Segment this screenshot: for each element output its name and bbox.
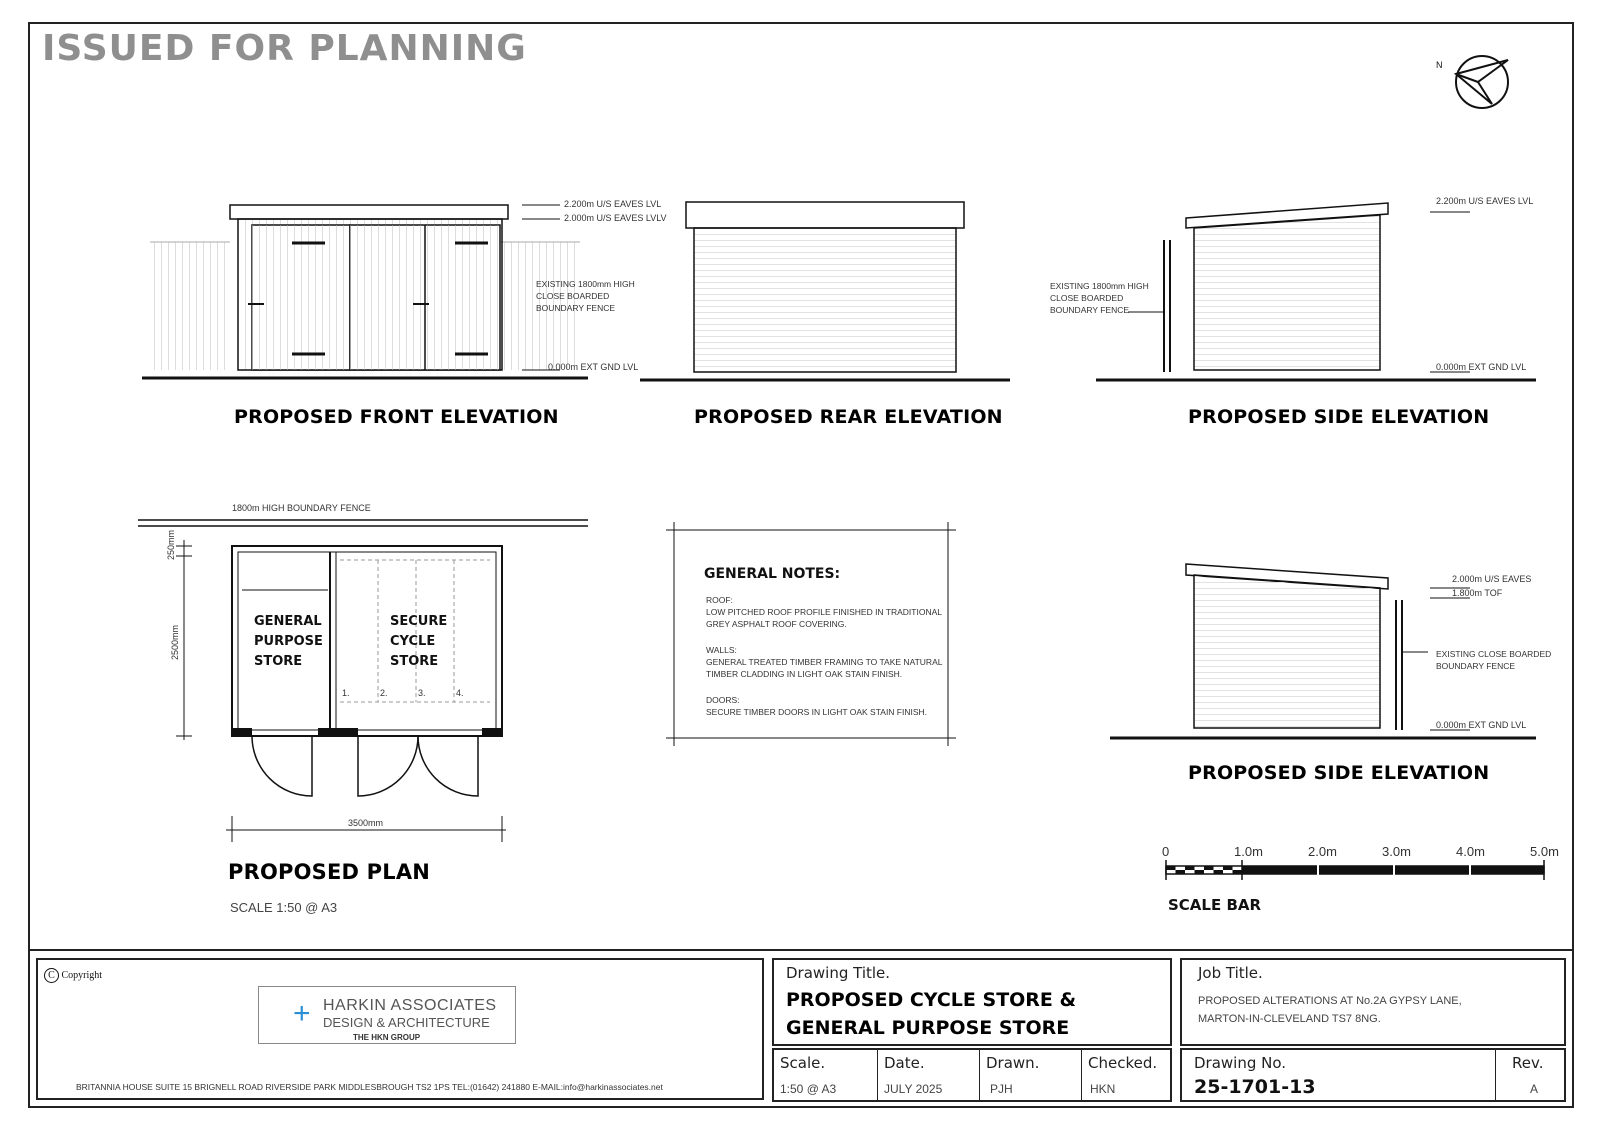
side2-level-mid: 1.800m TOF xyxy=(1452,588,1503,598)
bay-label: 2. xyxy=(380,688,388,698)
bay-label: 4. xyxy=(456,688,464,698)
front-fence-note: EXISTING 1800mm HIGH CLOSE BOARDED BOUNDARY FENCE xyxy=(536,279,635,313)
rev-label: Rev. xyxy=(1512,1054,1544,1072)
side1-level-top: 2.200m U/S EAVES LVL xyxy=(1436,196,1534,206)
drawing-title: PROPOSED CYCLE STORE & GENERAL PURPOSE STORE xyxy=(786,989,1077,1039)
date-value: JULY 2025 xyxy=(884,1082,943,1096)
job-title-cell xyxy=(1180,958,1566,1046)
side2-level-top: 2.000m U/S EAVES xyxy=(1452,574,1532,584)
company-block xyxy=(36,958,764,1100)
issued-for-planning-stamp: ISSUED FOR PLANNING xyxy=(42,28,527,69)
side1-level-bottom: 0.000m EXT GND LVL xyxy=(1436,362,1527,372)
front-level-top: 2.200m U/S EAVES LVL xyxy=(564,199,662,209)
general-notes-body: ROOF: LOW PITCHED ROOF PROFILE FINISHED IN TRADITIONAL GREY ASPHALT ROOF COVERING. WALLS: GENERAL TREATED TIMBER FRAMING TO TAKE NATURAL TIMBER CLADDING IN LIGHT OAK STAIN FINISH. DOORS: SECURE TIMBER DOORS IN LIGHT OAK STAIN FINISH. xyxy=(706,595,943,717)
copyright-notice: C Copyright xyxy=(44,968,102,983)
company-name: HARKIN ASSOCIATES xyxy=(323,997,497,1014)
rev-value: A xyxy=(1530,1082,1539,1096)
room-secure-cycle-store: SECURE CYCLE STORE xyxy=(390,614,448,669)
company-address: BRITANNIA HOUSE SUITE 15 BRIGNELL ROAD RIVERSIDE PARK MIDDLESBROUGH TS2 1PS TEL:(01642) 241880 E-MAIL:info@harkinassociates.net xyxy=(76,1082,663,1092)
plan-dim-3500: 3500mm xyxy=(348,818,384,828)
north-label: N xyxy=(1436,60,1443,70)
scale-tick-label: 0 xyxy=(1162,844,1170,859)
job-title-label: Job Title. xyxy=(1198,964,1263,982)
drawn-label: Drawn. xyxy=(986,1054,1040,1072)
plan-title: PROPOSED PLAN xyxy=(228,860,431,884)
checked-value: HKN xyxy=(1090,1082,1116,1096)
drawing-title-label: Drawing Title. xyxy=(786,964,891,982)
scale-bar-title: SCALE BAR xyxy=(1168,896,1262,914)
scale-cell xyxy=(774,1050,878,1102)
side-elevation-1 xyxy=(1096,203,1536,380)
bay-label: 1. xyxy=(342,688,350,698)
side2-fence-note: EXISTING CLOSE BOARDED BOUNDARY FENCE xyxy=(1436,649,1552,671)
bay-label: 3. xyxy=(418,688,426,698)
scale-tick-label: 1.0m xyxy=(1234,844,1263,859)
front-elevation xyxy=(142,205,588,378)
side-elevation-2-title: PROPOSED SIDE ELEVATION xyxy=(1188,762,1490,784)
scale-tick-label: 4.0m xyxy=(1456,844,1485,859)
company-logo xyxy=(258,986,516,1044)
scale-tick-label: 3.0m xyxy=(1382,844,1411,859)
scale-tick-label: 2.0m xyxy=(1308,844,1337,859)
side1-fence-note: EXISTING 1800mm HIGH CLOSE BOARDED BOUNDARY FENCE xyxy=(1050,281,1149,315)
scale-tick-label: 5.0m xyxy=(1530,844,1559,859)
drawn-value: PJH xyxy=(990,1082,1013,1096)
plus-logo-icon: + xyxy=(293,997,311,1030)
drawing-no-value: 25-1701-13 xyxy=(1194,1076,1316,1098)
front-level-mid: 2.000m U/S EAVES LVLV xyxy=(564,213,667,223)
drawn-cell xyxy=(980,1050,1082,1102)
plan-dim-2500: 2500mm xyxy=(170,624,180,660)
date-cell xyxy=(878,1050,980,1102)
company-subtitle: DESIGN & ARCHITECTURE xyxy=(323,1015,490,1030)
rear-elevation-title: PROPOSED REAR ELEVATION xyxy=(694,406,1003,428)
plan-scale: SCALE 1:50 @ A3 xyxy=(230,900,338,915)
scale-date-row xyxy=(772,1048,1172,1102)
scale-value: 1:50 @ A3 xyxy=(780,1082,837,1096)
plan-view xyxy=(138,520,588,842)
side-elevation-1-title: PROPOSED SIDE ELEVATION xyxy=(1188,406,1490,428)
general-notes-title: GENERAL NOTES: xyxy=(704,566,841,582)
copyright-icon: C xyxy=(44,968,59,983)
job-title: PROPOSED ALTERATIONS AT No.2A GYPSY LANE, MARTON-IN-CLEVELAND TS7 8NG. xyxy=(1198,995,1462,1025)
drawing-number-row xyxy=(1180,1048,1566,1102)
side2-level-bottom: 0.000m EXT GND LVL xyxy=(1436,720,1527,730)
date-label: Date. xyxy=(884,1054,925,1072)
drawing-no-cell xyxy=(1182,1050,1496,1102)
scale-label: Scale. xyxy=(780,1054,826,1072)
checked-cell xyxy=(1082,1050,1172,1102)
front-level-bottom: 0.000m EXT GND LVL xyxy=(548,362,639,372)
scale-bar-graphic xyxy=(1166,860,1544,880)
rear-elevation xyxy=(640,202,1010,380)
drawing-no-label: Drawing No. xyxy=(1194,1054,1287,1072)
plan-dim-250: 250mm xyxy=(166,529,176,560)
drawing-title-cell xyxy=(772,958,1172,1046)
plan-fence-label: 1800m HIGH BOUNDARY FENCE xyxy=(232,503,371,513)
rev-cell xyxy=(1496,1050,1566,1102)
room-general-purpose-store: GENERAL PURPOSE STORE xyxy=(254,614,323,669)
company-group: THE HKN GROUP xyxy=(353,1033,421,1042)
checked-label: Checked. xyxy=(1088,1054,1158,1072)
front-elevation-title: PROPOSED FRONT ELEVATION xyxy=(234,406,559,428)
